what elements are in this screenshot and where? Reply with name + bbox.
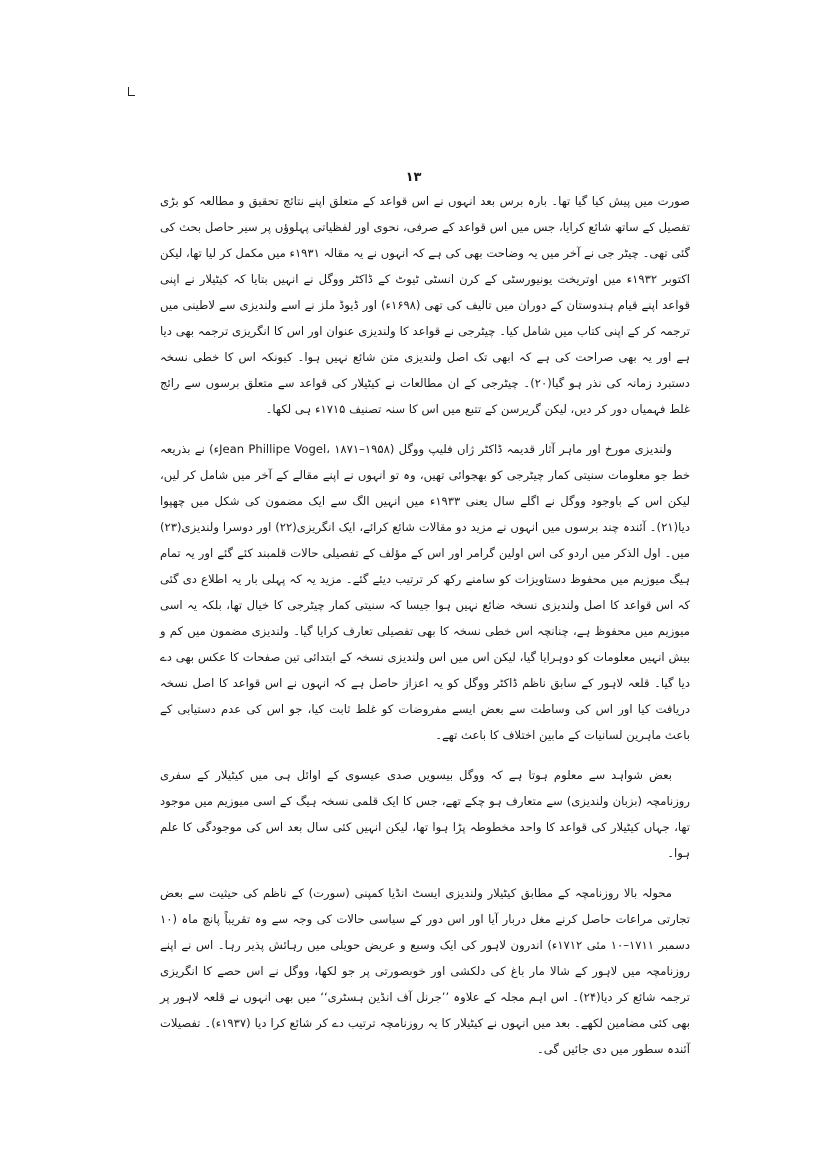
corner-crop-mark <box>128 87 135 96</box>
main-text <box>160 188 690 1076</box>
paragraph: بعض شواہد سے معلوم ہوتا ہے کہ ووگل بیسویں صدی عیسوی کے اوائل ہی میں کیٹیلار کے سفری روزنامچہ (بزبان ولندیزی) سے متعارف ہو چکے تھے، جس کا ایک قلمی نسخہ ہیگ کے اسی میوزیم میں موجود تھا، جہاں کیٹیلار کی قواعد کا واحد مخطوطہ پڑا ہوا تھا، لیکن انہیں کئی سال بعد اس کی موجودگی کا علم ہوا۔ <box>160 768 690 860</box>
page-number: ۱۳ <box>405 170 422 185</box>
paragraph: ولندیزی مورخ اور ماہر آثار قدیمہ ڈاکٹر ژاں فلیپ ووگل (Jean Phillipe Vogel، ۱۸۷۱–۱۹۵۸ء) نے بذریعہ خط جو معلومات سنیتی کمار چیٹرجی کو بھجوائی تھیں، وہ تو انہوں نے اپنے مقالے کے آخر میں شامل کر لیں، لیکن اس کے باوجود ووگل نے اگلے سال یعنی ۱۹۳۳ء میں انہیں الگ سے ایک مضمون کی شکل میں چھپوا دیا(۲۱)۔ آئندہ چند برسوں میں انہوں نے مزید دو مقالات شائع کرائے، ایک انگریزی(۲۲) اور دوسرا ولندیزی(۲۳) میں۔ اول الذکر میں اردو کی اس اولین گرامر اور اس کے مؤلف کے تفصیلی حالات قلمبند کئے گئے اور یہ تمام ہیگ میوزیم میں محفوظ دستاویزات کو سامنے رکھ کر ترتیب دیئے گئے۔ مزید یہ کہ پہلی بار یہ اطلاع دی گئی کہ اس قواعد کا اصل ولندیزی نسخہ ضائع نہیں ہوا جیسا کہ سنیتی کمار چیٹرجی کا خیال تھا، بلکہ یہ اسی میوزیم میں محفوظ ہے، چنانچہ اس خطی نسخہ کا بھی تفصیلی تعارف کرایا گیا۔ ولندیزی مضمون میں کم و بیش انہیں معلومات کو دوہرایا گیا، لیکن اس میں اس ولندیزی نسخہ کے ابتدائی تین صفحات کا عکس بھی دے دیا گیا۔ قلعہ لاہور کے سابق ناظم ڈاکٹر ووگل کو یہ اعزاز حاصل ہے کہ انہوں نے اس قواعد کا اصل نسخہ دریافت کیا اور اس کی وساطت سے بعض ایسے مفروضات کو غلط ثابت کیا، جو اس کی عدم دستیابی کے باعث ماہرین لسانیات کے مابین اختلاف کا باعث تھے۔ <box>160 442 691 742</box>
paragraph: صورت میں پیش کیا گیا تھا۔ بارہ برس بعد انہوں نے اس قواعد کے متعلق اپنے نتائج تحقیق و مطالعہ کو بڑی تفصیل کے ساتھ شائع کرایا، جس میں اس قواعد کے صرفی، نحوی اور لفظیاتی پہلوؤں پر سیر حاصل بحث کی گئی تھی۔ چیٹر جی نے آخر میں یہ وضاحت بھی کی ہے کہ انہوں نے یہ مقالہ ۱۹۳۱ء میں مکمل کر لیا تھا، لیکن اکتوبر ۱۹۳۲ء میں اوتریخت یونیورسٹی کے کرن انسٹی ٹیوٹ کے ڈاکٹر ووگل نے انہیں بتایا کہ کیٹیلار نے اپنی قواعد اپنے قیام ہندوستان کے دوران میں تالیف کی تھی (۱۶۹۸ء) اور ڈیوڈ ملز نے اسے ولندیزی سے لاطینی میں ترجمہ کر کے اپنی کتاب میں شامل کیا۔ چیٹرجی نے قواعد کا ولندیزی عنوان اور اس کا انگریزی ترجمہ بھی دیا ہے اور یہ بھی صراحت کی ہے کہ ابھی تک اصل ولندیزی متن شائع نہیں ہوا۔ کیونکہ اس کا خطی نسخہ دستبرد زمانہ کی نذر ہو گیا(۲۰)۔ چیٹرجی کے ان مطالعات نے کیٹیلار کی قواعد سے متعلق برسوں سے رائج غلط فہمیاں دور کر دیں، لیکن گریرسن کے تتبع میں اس کا سنہ تصنیف ۱۷۱۵ء ہی لکھا۔ <box>160 194 691 416</box>
paragraph: محولہ بالا روزنامچہ کے مطابق کیٹیلار ولندیزی ایسٹ انڈیا کمپنی (سورت) کے ناظم کی حیثیت سے بعض تجارتی مراعات حاصل کرنے مغل دربار آیا اور اس دور کے سیاسی حالات کی وجہ سے وہ تقریباً پانچ ماہ (۱۰ دسمبر ۱۷۱۱–۱۰ مئی ۱۷۱۲ء) اندرون لاہور کی ایک وسیع و عریض حویلی میں رہائش پذیر رہا۔ اس نے اپنے روزنامچہ میں لاہور کے شالا مار باغ کی دلکشی اور خوبصورتی پر جو لکھا، ووگل نے اس حصے کا انگریزی ترجمہ شائع کر دیا(۲۴)۔ اس اہم مجلہ کے علاوہ ’’جرنل آف انڈین ہسٹری‘‘ میں بھی انہوں نے قلعہ لاہور پر بھی کئی مضامین لکھے۔ بعد میں انہوں نے کیٹیلار کا یہ روزنامچہ ترتیب دے کر شائع کرا دیا (۱۹۳۷ء)۔ تفصیلات آئندہ سطور میں دی جائیں گی۔ <box>160 886 691 1056</box>
